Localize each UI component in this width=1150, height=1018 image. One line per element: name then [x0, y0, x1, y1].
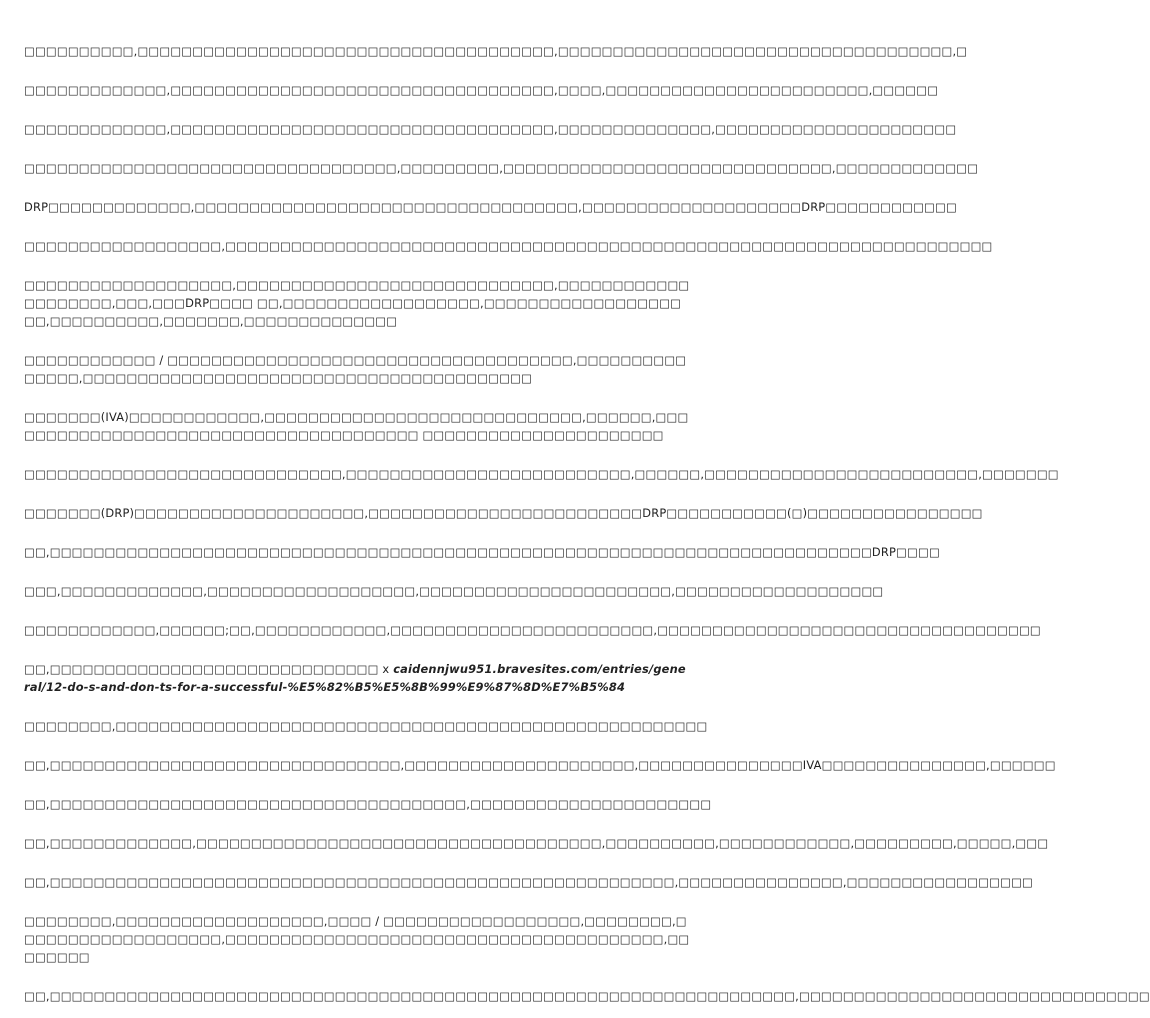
- paragraph: [24, 276, 720, 330]
- paragraph: [24, 120, 957, 138]
- paragraph-text: □□,□□□□□□□□□□□□□,□□□□□□□□□□□□□□□□□□□□□□□□□□□□□□□□□□□□□,□□□□□□□□□□,□□□□□□□□□□□□,□□□□□□□□□,□□□□□,□□□: [24, 836, 1049, 850]
- paragraph: [24, 912, 720, 966]
- paragraph: [24, 81, 939, 99]
- paragraph: [24, 504, 983, 522]
- paragraph-text: □□□□□□□(DRP)□□□□□□□□□□□□□□□□□□□□□,□□□□□□□□□□□□□□□□□□□□□□□□□DRP□□□□□□□□□□□(□)□□□□□□□□□□□□□□□□: [24, 506, 983, 520]
- paragraph-text: □□□□□□□□□□□□□□□□□□□□□□□□□□□□□,□□□□□□□□□□□□□□□□□□□□□□□□□□,□□□□□□,□□□□□□□□□□□□□□□□□□□□□□□□□,□□□□□□□: [24, 467, 1059, 481]
- paragraph: [24, 42, 968, 60]
- paragraph: [24, 660, 720, 696]
- paragraph: [24, 795, 720, 813]
- paragraph: [24, 543, 940, 561]
- paragraph: [24, 873, 1034, 891]
- paragraph: [24, 834, 1049, 852]
- paragraph: [24, 756, 1056, 774]
- paragraph: [24, 717, 720, 735]
- paragraph: [24, 987, 1150, 1005]
- paragraph: [24, 237, 993, 255]
- paragraph-text: □□□□□□□□□□□□□□□□□□□,□□□□□□□□□□□□□□□□□□□□□□□□□□□□□,□□□□□□□□□□□□□□□□□□□□,□□□,□□□DRP□□□□ □□,□□□□□□□□□□□□□□□□□□,□□□□□□□□□□□□□□□□□□□□,□□□□□□□□□□,□□□□□□□,□□□□□□□□□□□□□□: [24, 278, 690, 328]
- paragraph-text: DRP□□□□□□□□□□□□□,□□□□□□□□□□□□□□□□□□□□□□□□□□□□□□□□□□□,□□□□□□□□□□□□□□□□□□□□DRP□□□□□□□□□□□□: [24, 200, 957, 214]
- paragraph: [24, 351, 720, 387]
- paragraph-text: □□,□□□□□□□□□□□□□□□□□□□□□□□□□□□□□□□□,□□□□□□□□□□□□□□□□□□□□□,□□□□□□□□□□□□□□□IVA□□□□□□□□□□□□□□□,□□□□□□: [24, 758, 1056, 772]
- paragraph-text: □□□□□□□□,□□□□□□□□□□□□□□□□□□□□□□□□□□□□□□□□□□□□□□□□□□□□□□□□□□□□□□: [24, 719, 708, 733]
- paragraph-text: □□,□□□□□□□□□□□□□□□□□□□□□□□□□□□□□□ x: [24, 662, 394, 676]
- paragraph-text: □□□□□□□(IVA)□□□□□□□□□□□□,□□□□□□□□□□□□□□□□□□□□□□□□□□□□□,□□□□□□,□□□□□□□□□□□□□□□□□□□□□□□□□□□□□□□□□□□□□□□ □□□□□□□□□□□□□□□□□□□□□□: [24, 410, 689, 442]
- paragraph-text: □□,□□□□□□□□□□□□□□□□□□□□□□□□□□□□□□□□□□□□□□,□□□□□□□□□□□□□□□□□□□□□□: [24, 797, 712, 811]
- paragraph-text: □□,□□□□□□□□□□□□□□□□□□□□□□□□□□□□□□□□□□□□□□□□□□□□□□□□□□□□□□□□□□□□□□□□□□□□,□□□□□□□□□□□□□□□□□□□□□□□□□□□□□□□□: [24, 989, 1150, 1003]
- paragraph-text: □□,□□□□□□□□□□□□□□□□□□□□□□□□□□□□□□□□□□□□□□□□□□□□□□□□□□□□□□□□□,□□□□□□□□□□□□□□□,□□□□□□□□□□□□□□□□□: [24, 875, 1034, 889]
- paragraph-text: □□□,□□□□□□□□□□□□□,□□□□□□□□□□□□□□□□□□□,□□□□□□□□□□□□□□□□□□□□□□□,□□□□□□□□□□□□□□□□□□□: [24, 584, 884, 598]
- paragraph-text: □□□□□□□□,□□□□□□□□□□□□□□□□□□□,□□□□ / □□□□□□□□□□□□□□□□□□,□□□□□□□□,□□□□□□□□□□□□□□□□□□□,□□□□□□□□□□□□□□□□□□□□□□□□□□□□□□□□□□□□□□□□,□□□□□□□□: [24, 914, 690, 964]
- paragraph: [24, 465, 1059, 483]
- paragraph-text: □□□□□□□□□□,□□□□□□□□□□□□□□□□□□□□□□□□□□□□□□□□□□□□□□,□□□□□□□□□□□□□□□□□□□□□□□□□□□□□□□□□□□□,□: [24, 44, 968, 58]
- paragraph: [24, 582, 884, 600]
- paragraph: [24, 408, 720, 444]
- inline-link[interactable]: caidennjwu951.bravesites.com/entries/general/12-do-s-and-don-ts-for-a-successful-%E5%82%B5%E5%8B%99%E9%87%8D%E7%B5%84: [24, 662, 686, 694]
- paragraph-text: □□,□□□□□□□□□□□□□□□□□□□□□□□□□□□□□□□□□□□□□□□□□□□□□□□□□□□□□□□□□□□□□□□□□□□□□□□□□□□DRP□□□□: [24, 545, 940, 559]
- paragraph-text: □□□□□□□□□□□□□,□□□□□□□□□□□□□□□□□□□□□□□□□□□□□□□□□□□,□□□□,□□□□□□□□□□□□□□□□□□□□□□□□,□□□□□□: [24, 83, 939, 97]
- paragraph-text: □□□□□□□□□□□□,□□□□□□;□□,□□□□□□□□□□□□,□□□□□□□□□□□□□□□□□□□□□□□□,□□□□□□□□□□□□□□□□□□□□□□□□□□□□□□□□□□□: [24, 623, 1041, 637]
- paragraph-text: □□□□□□□□□□□□□□□□□□,□□□□□□□□□□□□□□□□□□□□□□□□□□□□□□□□□□□□□□□□□□□□□□□□□□□□□□□□□□□□□□□□□□□□□□: [24, 239, 993, 253]
- paragraph-text: □□□□□□□□□□□□□,□□□□□□□□□□□□□□□□□□□□□□□□□□□□□□□□□□□,□□□□□□□□□□□□□□,□□□□□□□□□□□□□□□□□□□□□□: [24, 122, 957, 136]
- paragraph: [24, 198, 957, 216]
- paragraph: [24, 159, 979, 177]
- paragraph: [24, 621, 1041, 639]
- paragraph-text: □□□□□□□□□□□□ / □□□□□□□□□□□□□□□□□□□□□□□□□□□□□□□□□□□□□,□□□□□□□□□□□□□□□,□□□□□□□□□□□□□□□□□□□□□□□□□□□□□□□□□□□□□□□□□: [24, 353, 687, 385]
- paragraph-text: □□□□□□□□□□□□□□□□□□□□□□□□□□□□□□□□□□,□□□□□□□□□,□□□□□□□□□□□□□□□□□□□□□□□□□□□□□□,□□□□□□□□□□□□□: [24, 161, 979, 175]
